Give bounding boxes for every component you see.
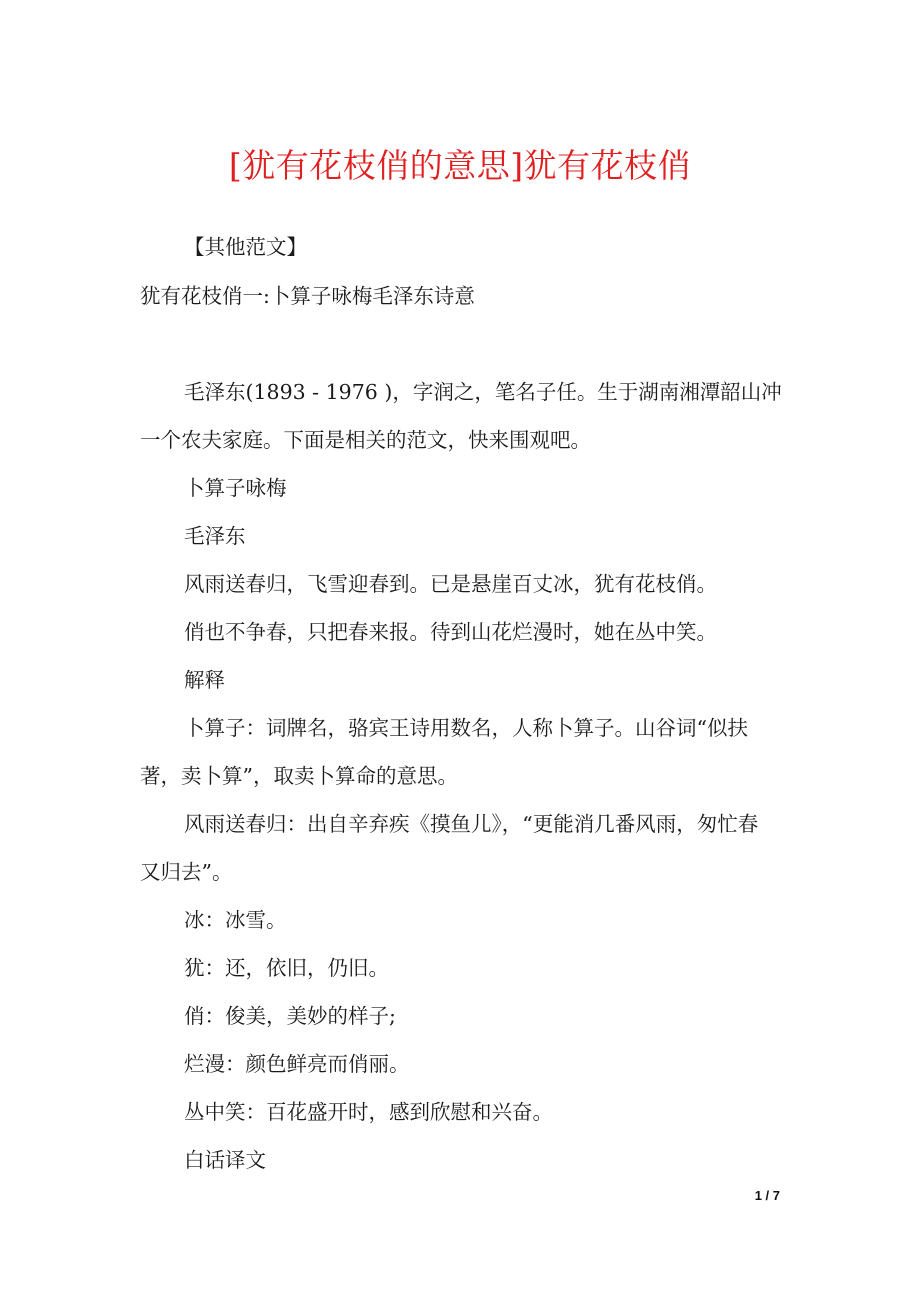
explanation-2-line-1: 风雨送春归：出自辛弃疾《摸鱼儿》，“更能消几番风雨，匆忙春 <box>184 812 759 836</box>
explanation-4: 犹：还，依旧，仍旧。 <box>184 956 389 980</box>
explanation-2-line-2: 又归去”。 <box>140 860 233 884</box>
document-title: [犹有花枝俏的意思]犹有花枝俏 <box>228 146 692 185</box>
poem-author: 毛泽东 <box>184 524 246 548</box>
page-number: 1 / 7 <box>754 1188 780 1203</box>
paragraph-intro-line-2: 一个农夫家庭。下面是相关的范文，快来围观吧。 <box>140 428 591 452</box>
explanation-1-line-1: 卜算子：词牌名，骆宾王诗用数名，人称卜算子。山谷词“似扶 <box>184 716 748 740</box>
subtitle: 犹有花枝俏一:卜算子咏梅毛泽东诗意 <box>140 284 475 308</box>
explanation-7: 丛中笑：百花盛开时，感到欣慰和兴奋。 <box>184 1100 553 1124</box>
poem-title: 卜算子咏梅 <box>184 476 287 500</box>
explanation-3: 冰：冰雪。 <box>184 908 287 932</box>
category-label: 【其他范文】 <box>184 235 307 259</box>
section-heading-explanation: 解释 <box>184 668 225 692</box>
paragraph-intro-line-1: 毛泽东(1893 - 1976 )，字润之，笔名子任。生于湖南湘潭韶山冲 <box>184 380 782 404</box>
section-heading-translation: 白话译文 <box>184 1148 266 1172</box>
explanation-6: 烂漫：颜色鲜亮而俏丽。 <box>184 1052 410 1076</box>
explanation-1-line-2: 著，卖卜算”，取卖卜算命的意思。 <box>140 764 458 788</box>
poem-line-1: 风雨送春归，飞雪迎春到。已是悬崖百丈冰，犹有花枝俏。 <box>184 572 717 596</box>
explanation-5: 俏：俊美，美妙的样子; <box>184 1004 396 1028</box>
poem-line-2: 俏也不争春，只把春来报。待到山花烂漫时，她在丛中笑。 <box>184 620 717 644</box>
